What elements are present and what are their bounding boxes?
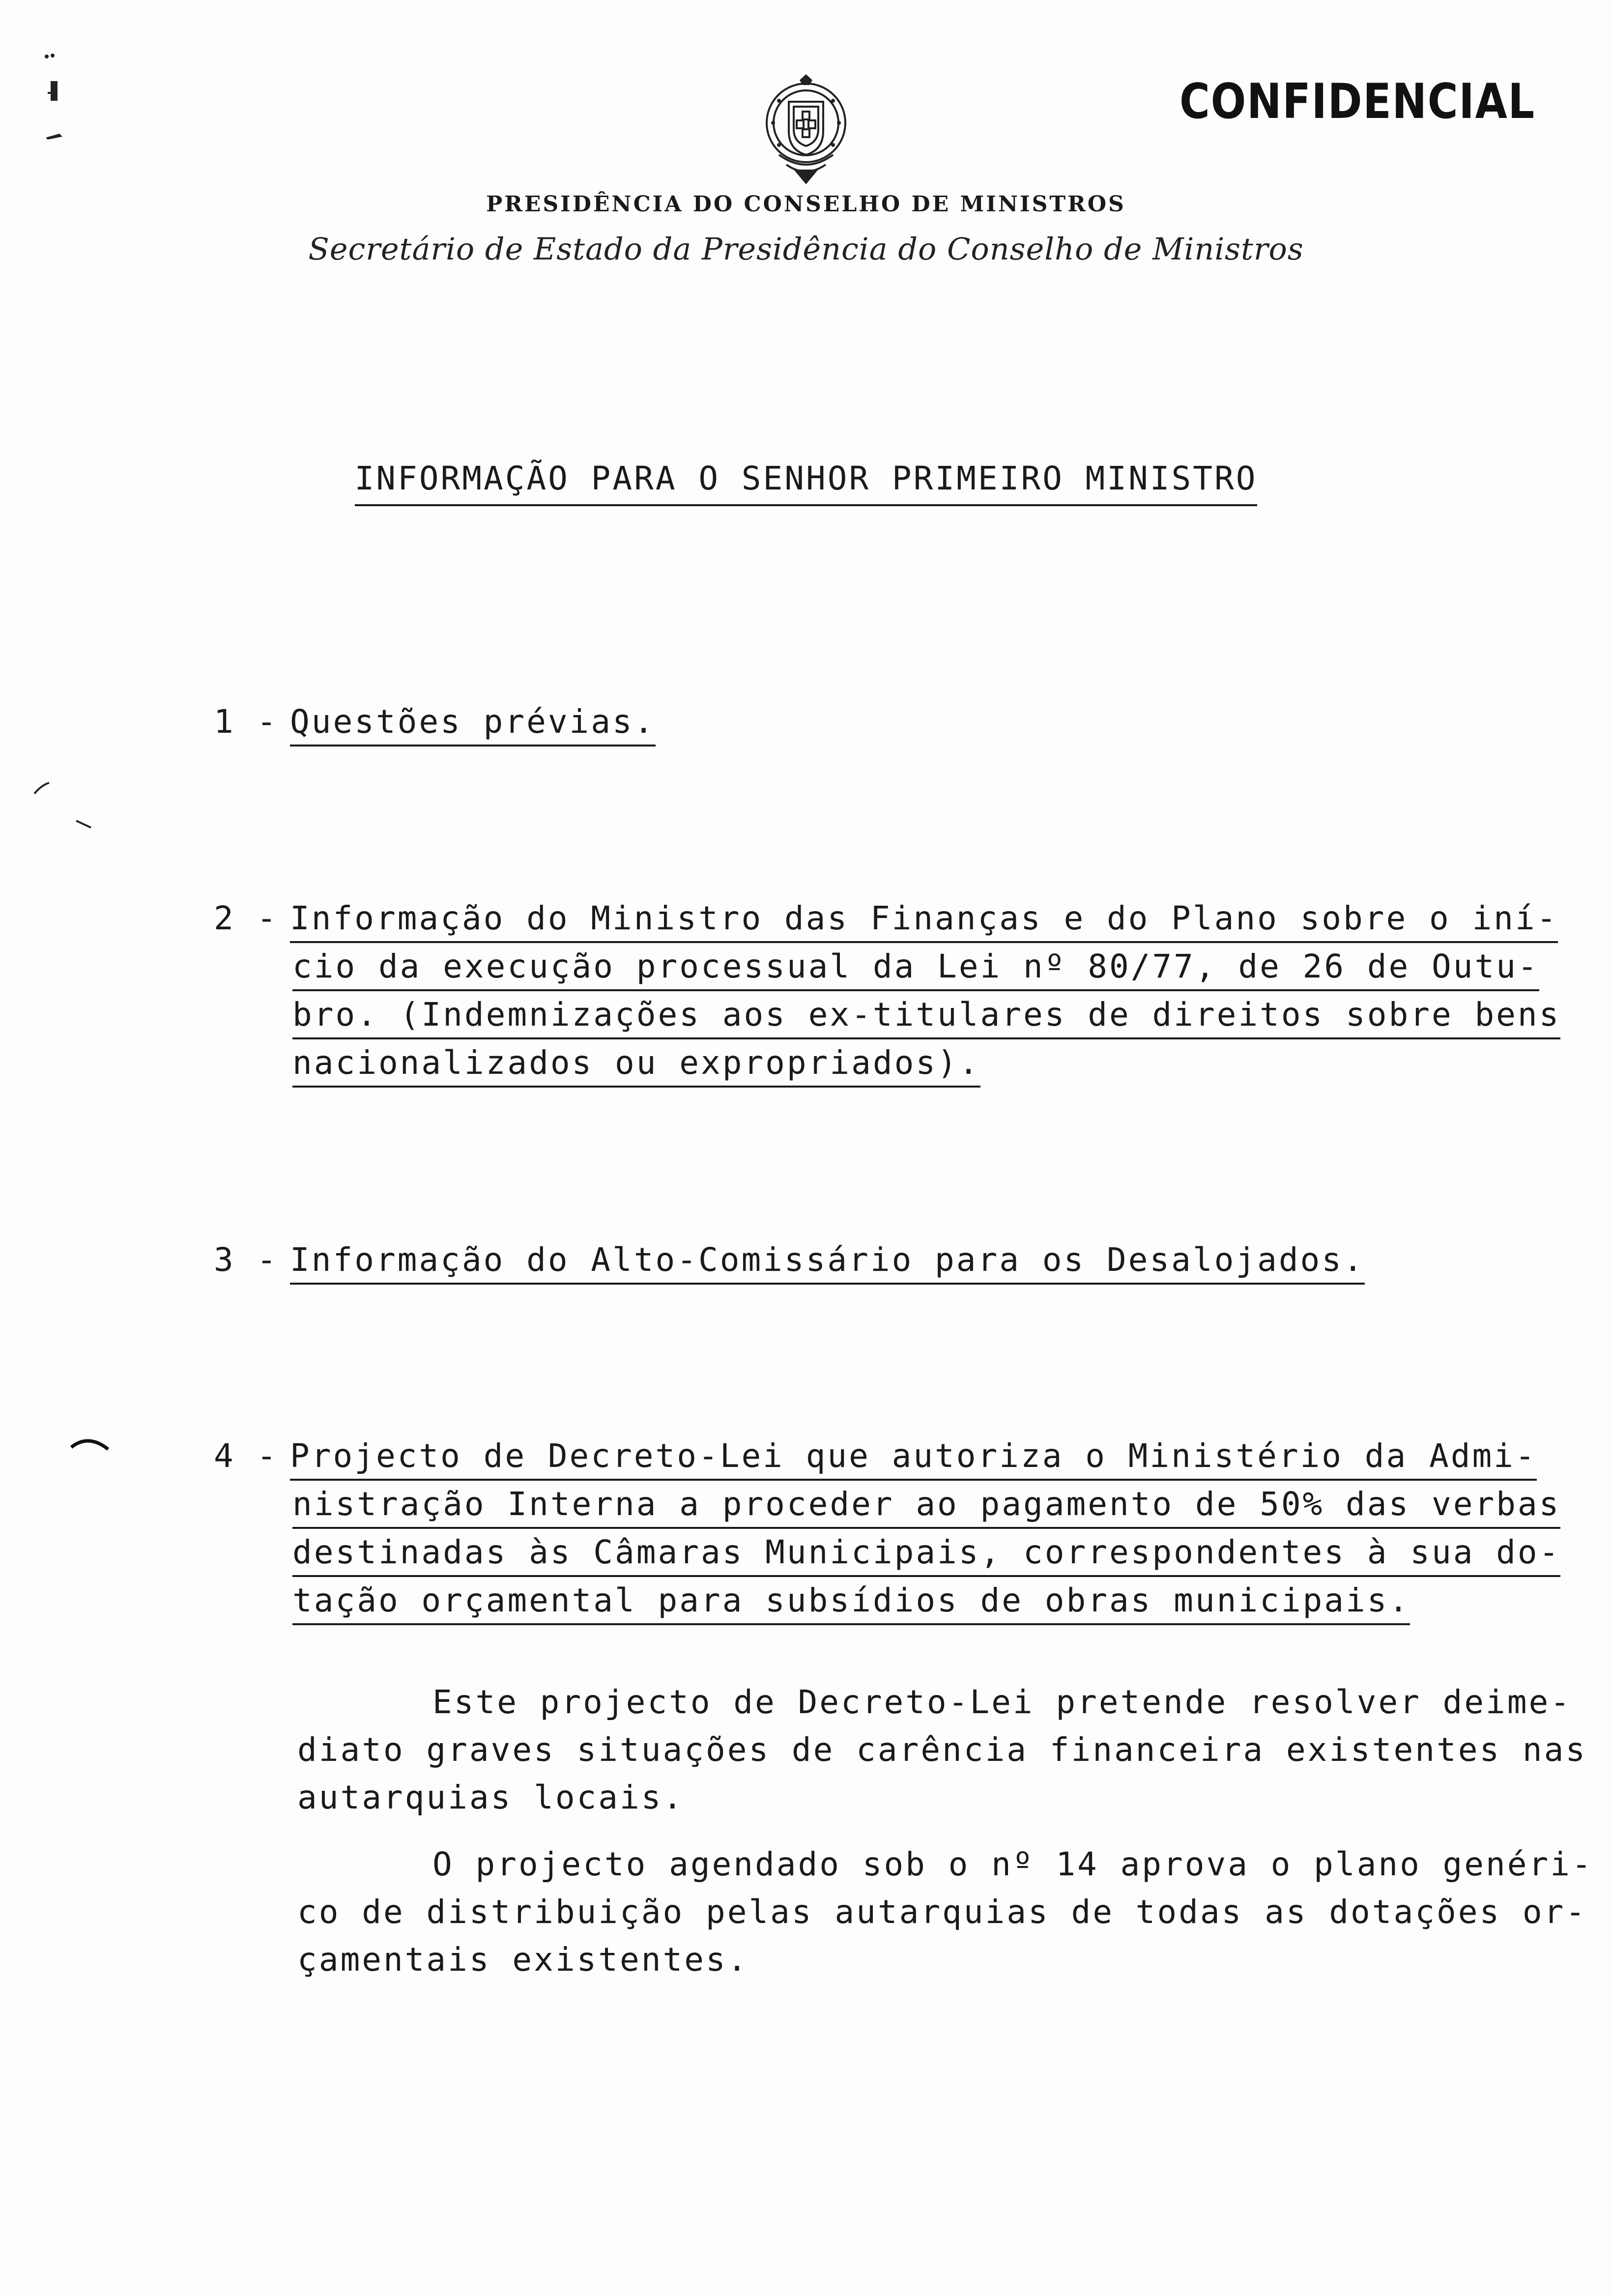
paragraph-line: Este projecto de Decreto-Lei pretende resolver deime- [432, 1683, 1572, 1721]
paragraph-line: co de distribuição pelas autarquias de todas as dotações or- [297, 1893, 1587, 1931]
item-text-line: destinadas às Câmaras Municipais, correspondentes à sua do- [292, 1533, 1560, 1571]
item-text-line: Questões prévias. [290, 703, 656, 746]
item-text-line: cio da execução processual da Lei nº 80/77, de 26 de Outu- [292, 947, 1539, 985]
margin-tick-2 [69, 1433, 113, 1457]
margin-tick-1 [29, 779, 98, 833]
paragraph-line: diato graves situações de carência financeira existentes nas [297, 1731, 1587, 1769]
item-number: 3 - [214, 1241, 279, 1279]
coat-of-arms-icon [759, 71, 853, 187]
item-text-line: bro. (Indemnizações aos ex-titulares de direitos sobre bens [292, 996, 1560, 1033]
item-text-line: Informação do Alto-Comissário para os Desalojados. [290, 1241, 1365, 1285]
paragraph-line: çamentais existentes. [297, 1941, 749, 1979]
item-text-line: nistração Interna a proceder ao pagamento de 50% das verbas [292, 1485, 1560, 1523]
presidency-heading: PRESIDÊNCIA DO CONSELHO DE MINISTROS [486, 192, 1126, 217]
item-number: 1 - [214, 703, 279, 741]
secretary-heading: Secretário de Estado da Presidência do Conselho de Ministros [308, 231, 1304, 267]
paragraph-line: O projecto agendado sob o nº 14 aprova o plano genéri- [432, 1845, 1593, 1883]
list-item [214, 1241, 1365, 1279]
paragraph-line: autarquias locais. [297, 1779, 685, 1816]
item-number: 2 - [214, 899, 279, 937]
item-text-line: tação orçamental para subsídios de obras municipais. [292, 1581, 1410, 1619]
list-item [214, 1437, 1537, 1475]
item-text-line: Projecto de Decreto-Lei que autoriza o Ministério da Admi- [290, 1437, 1537, 1481]
page-title: INFORMAÇÃO PARA O SENHOR PRIMEIRO MINISTRO [0, 459, 1612, 497]
list-item [214, 703, 656, 741]
item-number: 4 - [214, 1437, 279, 1475]
item-text-line: Informação do Ministro das Finanças e do Plano sobre o iní- [290, 899, 1558, 943]
margin-mark-top [37, 47, 71, 160]
item-text-line: nacionalizados ou expropriados). [292, 1044, 980, 1082]
confidential-stamp: CONFIDENCIAL [1180, 74, 1535, 130]
list-item [214, 899, 1558, 937]
